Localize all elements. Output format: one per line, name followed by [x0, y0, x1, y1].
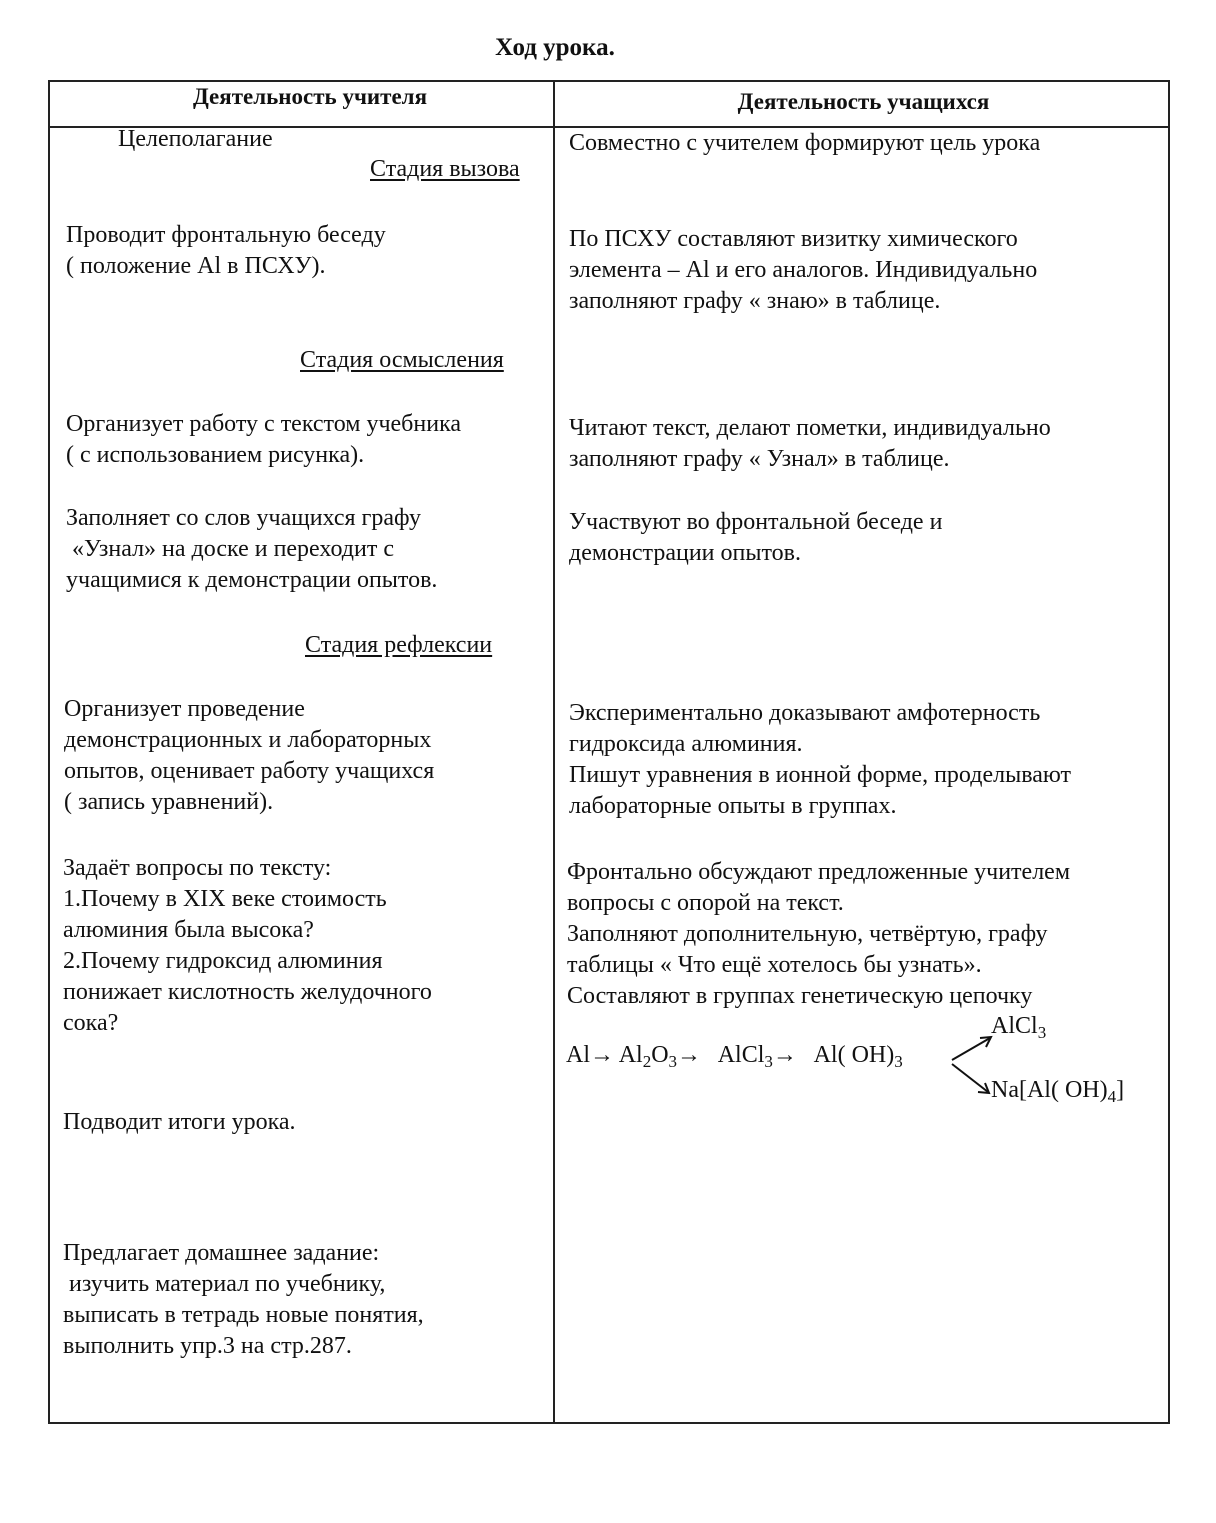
teacher-challenge-text: Проводит фронтальную беседу ( положение Al в ПСХУ). [66, 222, 386, 279]
genetic-chain [566, 1040, 903, 1071]
teacher-reflection-text-1: Организует проведение демонстрационных и лабораторных опытов, оценивает работу учащихся ( запись уравнений). [64, 696, 435, 815]
chain-branch-alcl3: AlCl$_3$ [991, 1013, 1047, 1042]
chain-aloh3: Al( $OH)_3$ [813, 1042, 903, 1071]
chain-al: Al→ [566, 1042, 619, 1068]
lesson-table [48, 80, 1170, 1424]
students-goal-text: Совместно с учителем формируют цель урока [569, 130, 1041, 156]
students-column-header: Деятельность учащихся [737, 89, 990, 114]
column-divider [553, 82, 555, 1422]
students-comprehension-text-1: Читают текст, делают пометки, индивидуально заполняют графу « Узнал» в таблице. [569, 415, 1051, 472]
page-title: Ход урока. [495, 34, 615, 61]
students-comprehension-text-2: Участвуют во фронтальной беседе и демонстрации опытов. [569, 509, 943, 566]
teacher-goal-setting: Целеполагание [118, 126, 273, 152]
stage-comprehension-heading: Стадия осмысления [300, 347, 504, 373]
teacher-summary: Подводит итоги урока. [63, 1109, 296, 1135]
chain-al2o3: $Al_2O_3\to$ [618, 1042, 718, 1071]
teacher-homework: Предлагает домашнее задание: изучить материал по учебнику, выписать в тетрадь новые понятия, выполнить упр.3 на стр.287. [63, 1240, 424, 1359]
students-reflection-text-1: Экспериментально доказывают амфотерность гидроксида алюминия. Пишут уравнения в ионной форме, проделывают лабораторные опыты в группах. [569, 700, 1071, 819]
teacher-column-header: Деятельность учителя [192, 84, 428, 109]
students-challenge-text: По ПСХУ составляют визитку химического элемента – Al и его аналогов. Индивидуально заполняют графу « знаю» в таблице. [569, 226, 1038, 314]
teacher-comprehension-text-2: Заполняет со слов учащихся графу «Узнал» на доске и переходит с учащимися к демонстрации опытов. [66, 505, 438, 593]
stage-challenge-heading: Стадия вызова [370, 156, 520, 182]
teacher-reflection-text-2: Задаёт вопросы по тексту: 1.Почему в XIX веке стоимость алюминия была высока? 2.Почему гидроксид алюминия понижает кислотность желудочного сока? [63, 855, 432, 1036]
stage-reflection-heading: Стадия рефлексии [305, 632, 493, 658]
chain-branch-sodium-aluminate: Na[Al( $OH)_4$] [991, 1077, 1125, 1106]
chain-alcl3: AlCl$_3$→ [717, 1042, 814, 1071]
students-reflection-text-2: Фронтально обсуждают предложенные учителем вопросы с опорой на текст. Заполняют дополнительную, четвёртую, графу таблицы « Что ещё хотелось бы узнать». Составляют в группах генетическую цепочку [567, 859, 1071, 1009]
teacher-comprehension-text-1: Организует работу с текстом учебника ( с использованием рисунка). [66, 411, 462, 468]
